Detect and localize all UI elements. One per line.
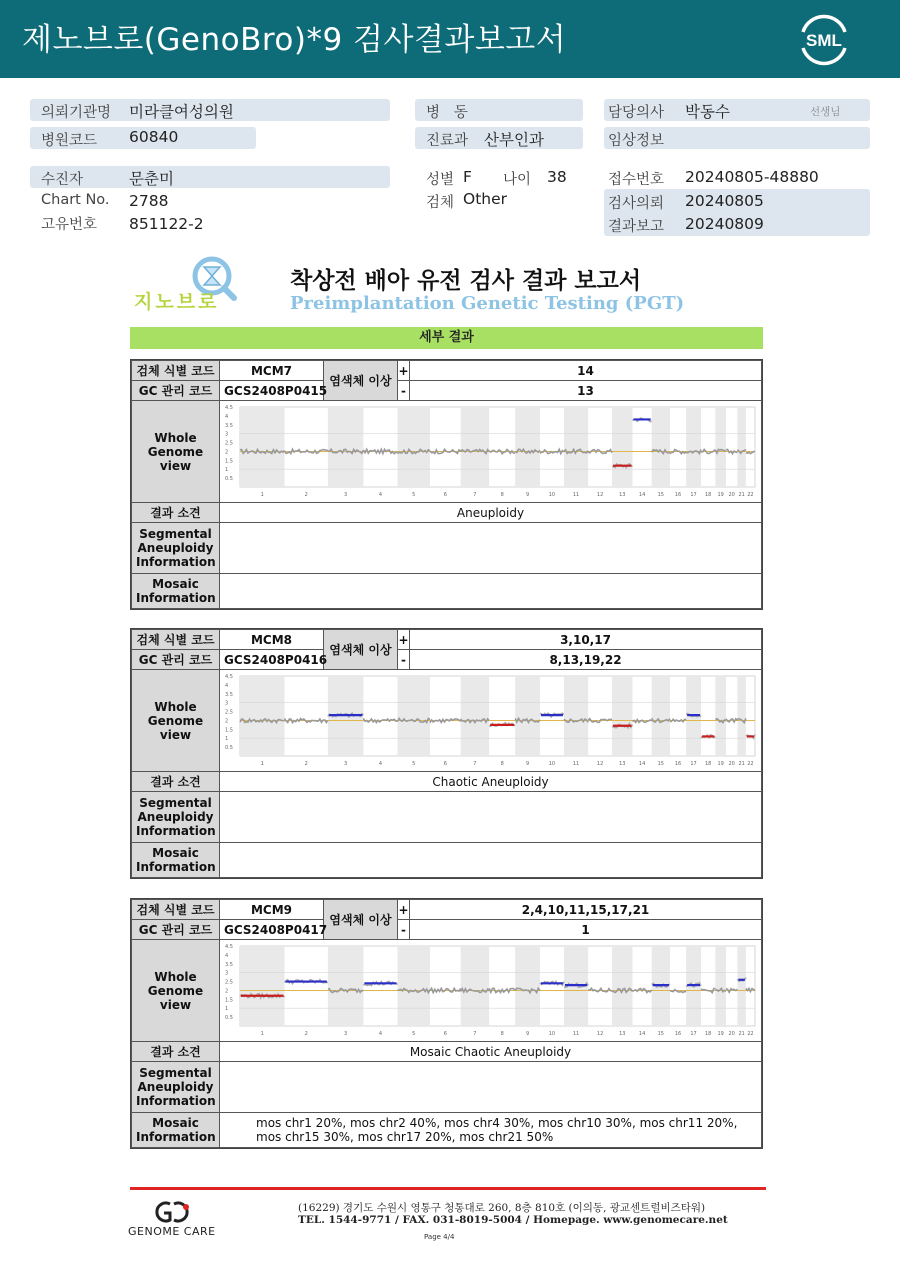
document-title: 제노브로(GenoBro)*9 검사결과보고서: [22, 22, 567, 58]
loss-value: 13: [410, 381, 762, 401]
x-tick-label: 12: [596, 492, 604, 498]
y-tick-label: 2: [225, 718, 229, 725]
loss-sign: -: [398, 650, 410, 670]
x-tick-label: 9: [525, 761, 530, 767]
sample-code-label: 검체 식별 코드: [132, 900, 220, 920]
x-tick-label: 20: [728, 761, 735, 767]
x-tick-label: 7: [473, 761, 477, 767]
x-tick-label: 17: [690, 1031, 697, 1037]
x-tick-label: 21: [738, 761, 745, 767]
x-tick-label: 10: [548, 492, 556, 498]
chrom-band: [240, 946, 284, 1026]
x-tick-label: 1: [260, 1031, 264, 1037]
y-tick-label: 4: [225, 413, 229, 420]
x-tick-label: 16: [674, 761, 682, 767]
x-tick-label: 17: [690, 492, 697, 498]
x-tick-label: 8: [500, 1031, 504, 1037]
x-tick-label: 14: [638, 492, 646, 498]
x-tick-label: 13: [619, 761, 626, 767]
wgv-label: Whole Genome view: [132, 940, 220, 1042]
segmental-value: [220, 792, 762, 843]
request-value: 20240805: [685, 192, 764, 210]
x-tick-label: 3: [344, 761, 348, 767]
dept-label: 진료과: [426, 133, 469, 149]
gc-code-value: GCS2408P0415: [220, 381, 324, 401]
finding-value: Chaotic Aneuploidy: [220, 772, 762, 792]
report-date-label: 결과보고: [608, 219, 665, 235]
chart-no-value: 2788: [129, 192, 169, 210]
y-tick-label: 2.5: [225, 979, 233, 986]
chrom-band: [397, 407, 429, 487]
sample-code-label: 검체 식별 코드: [132, 361, 220, 381]
chrom-band: [328, 407, 364, 487]
loss-sign: -: [398, 920, 410, 940]
x-tick-label: 10: [548, 761, 556, 767]
genobro-logo-icon: [132, 252, 244, 314]
y-tick-label: 2.5: [225, 440, 233, 447]
sample-code-value: MCM7: [220, 361, 324, 381]
wgv-label: Whole Genome view: [132, 401, 220, 503]
hospital-code-label: 병원코드: [41, 133, 98, 149]
x-tick-label: 9: [525, 1031, 530, 1037]
chrom-band: [461, 676, 490, 756]
x-tick-label: 3: [344, 1031, 348, 1037]
y-tick-label: 2: [225, 449, 229, 456]
loss-sign: -: [398, 381, 410, 401]
doctor-label: 담당의사: [608, 105, 665, 121]
footer-contact: TEL. 1544-9771 / FAX. 031-8019-5004 / Homepage. www.genomecare.net: [298, 1214, 728, 1226]
x-tick-label: 12: [596, 1031, 604, 1037]
x-tick-label: 8: [500, 761, 504, 767]
x-tick-label: 2: [304, 761, 308, 767]
chrom-abn-label: 염색체 이상: [324, 361, 398, 401]
whole-genome-chart: [222, 672, 759, 769]
segmental-value: [220, 523, 762, 574]
request-label: 검사의뢰: [608, 196, 665, 212]
y-tick-label: 3.5: [225, 422, 233, 429]
gain-sign: +: [398, 361, 410, 381]
x-tick-label: 13: [619, 492, 626, 498]
receipt-value: 20240805-48880: [685, 168, 819, 186]
gc-code-label: GC 관리 코드: [132, 920, 220, 940]
sample-code-value: MCM8: [220, 630, 324, 650]
chrom-band: [515, 676, 540, 756]
x-tick-label: 14: [638, 1031, 646, 1037]
wgv-chart-cell: [220, 401, 762, 503]
chrom-band: [715, 946, 726, 1026]
report-title: 착상전 배아 유전 검사 결과 보고서: [290, 268, 642, 294]
hospital-code-value: 60840: [129, 128, 179, 146]
x-tick-label: 22: [747, 1031, 754, 1037]
gc-code-label: GC 관리 코드: [132, 650, 220, 670]
chrom-band: [240, 676, 284, 756]
x-tick-label: 18: [704, 761, 712, 767]
x-tick-label: 15: [657, 1031, 665, 1037]
chrom-band: [240, 407, 284, 487]
gc-code-value: GCS2408P0416: [220, 650, 324, 670]
wgv-chart-cell: [220, 670, 762, 772]
x-tick-label: 18: [704, 1031, 712, 1037]
segmental-label: Segmental Aneuploidy Information: [132, 1062, 220, 1113]
y-tick-label: 3: [225, 700, 229, 707]
mosaic-label: Mosaic Information: [132, 1113, 220, 1148]
finding-value: Mosaic Chaotic Aneuploidy: [220, 1042, 762, 1062]
receipt-label: 접수번호: [608, 172, 665, 188]
mosaic-value: [220, 574, 762, 609]
y-tick-label: 1: [225, 736, 229, 743]
x-tick-label: 4: [378, 1031, 383, 1037]
chrom-abn-label: 염색체 이상: [324, 630, 398, 670]
footer-divider: [130, 1187, 766, 1190]
unique-no-label: 고유번호: [41, 217, 98, 233]
chart-no-label: Chart No.: [41, 192, 110, 208]
chrom-band: [515, 407, 540, 487]
sex-label: 성별: [426, 172, 455, 188]
x-tick-label: 13: [619, 1031, 626, 1037]
chrom-band: [652, 676, 670, 756]
y-tick-label: 4: [225, 952, 229, 959]
segmental-value: [220, 1062, 762, 1113]
chrom-band: [612, 946, 632, 1026]
y-tick-label: 0.5: [225, 476, 233, 483]
wgv-label: Whole Genome view: [132, 670, 220, 772]
x-tick-label: 5: [412, 761, 416, 767]
finding-label: 결과 소견: [132, 503, 220, 523]
page-number: Page 4/4: [424, 1233, 455, 1241]
x-tick-label: 5: [412, 492, 416, 498]
y-tick-label: 2: [225, 988, 229, 995]
patient-label: 수진자: [41, 172, 84, 188]
gain-value: 3,10,17: [410, 630, 762, 650]
specimen-label: 검체: [426, 195, 455, 211]
mosaic-label: Mosaic Information: [132, 843, 220, 878]
gain-value: 14: [410, 361, 762, 381]
report-subtitle: Preimplantation Genetic Testing (PGT): [290, 293, 685, 314]
segmental-label: Segmental Aneuploidy Information: [132, 792, 220, 843]
x-tick-label: 19: [717, 1031, 724, 1037]
finding-label: 결과 소견: [132, 772, 220, 792]
chrom-band: [715, 676, 726, 756]
chrom-band: [397, 946, 429, 1026]
x-tick-label: 8: [500, 492, 504, 498]
doctor-suffix: 선생님: [810, 106, 841, 118]
chrom-band: [461, 946, 490, 1026]
y-tick-label: 3.5: [225, 691, 233, 698]
x-tick-label: 10: [548, 1031, 556, 1037]
chrom-band: [328, 946, 364, 1026]
chrom-band: [564, 407, 588, 487]
x-tick-label: 11: [572, 492, 580, 498]
age-label: 나이: [503, 172, 532, 188]
institution-value: 미라클여성의원: [129, 103, 234, 121]
header-bar: [0, 0, 900, 78]
sml-logo-text: SML: [806, 31, 842, 50]
x-tick-label: 7: [473, 492, 477, 498]
y-tick-label: 2.5: [225, 709, 233, 716]
x-tick-label: 4: [378, 492, 383, 498]
x-tick-label: 19: [717, 492, 724, 498]
x-tick-label: 4: [378, 761, 383, 767]
chrom-band: [612, 407, 632, 487]
y-tick-label: 1.5: [225, 458, 233, 465]
gc-code-value: GCS2408P0417: [220, 920, 324, 940]
info-bar: [30, 166, 390, 188]
age-value: 38: [547, 168, 567, 186]
x-tick-label: 6: [443, 761, 447, 767]
chrom-band: [515, 946, 540, 1026]
x-tick-label: 22: [747, 492, 754, 498]
doctor-value: 박동수: [685, 103, 730, 121]
whole-genome-chart: [222, 942, 759, 1039]
x-tick-label: 17: [690, 761, 697, 767]
gain-value: 2,4,10,11,15,17,21: [410, 900, 762, 920]
x-tick-label: 5: [412, 1031, 416, 1037]
section-header: 세부 결과: [130, 327, 763, 349]
y-tick-label: 0.5: [225, 745, 233, 752]
sample-code-label: 검체 식별 코드: [132, 630, 220, 650]
y-tick-label: 1: [225, 1006, 229, 1013]
unique-no-value: 851122-2: [129, 215, 204, 233]
chrom-band: [652, 407, 670, 487]
loss-value: 1: [410, 920, 762, 940]
y-tick-label: 1.5: [225, 997, 233, 1004]
institution-label: 의뢰기관명: [41, 105, 112, 121]
chrom-band: [686, 407, 701, 487]
x-tick-label: 18: [704, 492, 712, 498]
y-tick-label: 3: [225, 970, 229, 977]
genobro-logo-text: 지노브로: [134, 291, 220, 313]
segmental-label: Segmental Aneuploidy Information: [132, 523, 220, 574]
x-tick-label: 15: [657, 761, 665, 767]
x-tick-label: 9: [525, 492, 530, 498]
result-table: [130, 898, 763, 1149]
x-tick-label: 16: [674, 492, 682, 498]
y-tick-label: 1.5: [225, 727, 233, 734]
report-date-value: 20240809: [685, 215, 764, 233]
dept-value: 산부인과: [484, 131, 544, 149]
genome-care-text: GENOME CARE: [128, 1225, 216, 1238]
x-tick-label: 7: [473, 1031, 477, 1037]
y-tick-label: 3: [225, 431, 229, 438]
y-tick-label: 0.5: [225, 1015, 233, 1022]
result-table: [130, 359, 763, 610]
sex-value: F: [463, 168, 472, 186]
x-tick-label: 2: [304, 492, 308, 498]
footer-address: (16229) 경기도 수원시 영통구 청통대로 260, 8층 810호 (이의동, 광교센트럴비즈타워): [298, 1202, 706, 1214]
chrom-abn-label: 염색체 이상: [324, 900, 398, 940]
x-tick-label: 21: [738, 1031, 745, 1037]
x-tick-label: 11: [572, 761, 580, 767]
x-tick-label: 15: [657, 492, 665, 498]
mosaic-value: [220, 843, 762, 878]
gc-code-label: GC 관리 코드: [132, 381, 220, 401]
finding-value: Aneuploidy: [220, 503, 762, 523]
chrom-band: [737, 676, 745, 756]
x-tick-label: 14: [638, 761, 646, 767]
x-tick-label: 11: [572, 1031, 580, 1037]
mosaic-label: Mosaic Information: [132, 574, 220, 609]
y-tick-label: 4: [225, 682, 229, 689]
chrom-band: [737, 407, 745, 487]
sml-logo-icon: [795, 12, 853, 66]
result-table: [130, 628, 763, 879]
wgv-chart-cell: [220, 940, 762, 1042]
x-tick-label: 16: [674, 1031, 682, 1037]
patient-value: 문춘미: [129, 170, 174, 188]
clinical-label: 임상정보: [608, 133, 665, 149]
x-tick-label: 2: [304, 1031, 308, 1037]
y-tick-label: 4.5: [225, 405, 233, 411]
x-tick-label: 21: [738, 492, 745, 498]
ward-label: 병 동: [426, 105, 468, 121]
chrom-band: [461, 407, 490, 487]
y-tick-label: 4.5: [225, 944, 233, 950]
x-tick-label: 6: [443, 1031, 447, 1037]
chrom-band: [612, 676, 632, 756]
y-tick-label: 3.5: [225, 961, 233, 968]
chrom-band: [564, 676, 588, 756]
x-tick-label: 1: [260, 492, 264, 498]
x-tick-label: 20: [728, 492, 735, 498]
mosaic-value: mos chr1 20%, mos chr2 40%, mos chr4 30%, mos chr10 30%, mos chr11 20%, mos chr15 30%, mos chr17 20%, mos chr21 50%: [220, 1113, 762, 1148]
gain-sign: +: [398, 900, 410, 920]
chrom-band: [737, 946, 745, 1026]
x-tick-label: 19: [717, 761, 724, 767]
y-tick-label: 4.5: [225, 674, 233, 680]
chrom-band: [715, 407, 726, 487]
x-tick-label: 1: [260, 761, 264, 767]
sample-code-value: MCM9: [220, 900, 324, 920]
x-tick-label: 20: [728, 1031, 735, 1037]
x-tick-label: 6: [443, 492, 447, 498]
y-tick-label: 1: [225, 467, 229, 474]
chrom-band: [397, 676, 429, 756]
whole-genome-chart: [222, 403, 759, 500]
genome-care-logo-icon: [148, 1198, 198, 1226]
finding-label: 결과 소견: [132, 1042, 220, 1062]
gain-sign: +: [398, 630, 410, 650]
x-tick-label: 3: [344, 492, 348, 498]
loss-value: 8,13,19,22: [410, 650, 762, 670]
specimen-value: Other: [463, 190, 508, 208]
x-tick-label: 22: [747, 761, 754, 767]
x-tick-label: 12: [596, 761, 604, 767]
